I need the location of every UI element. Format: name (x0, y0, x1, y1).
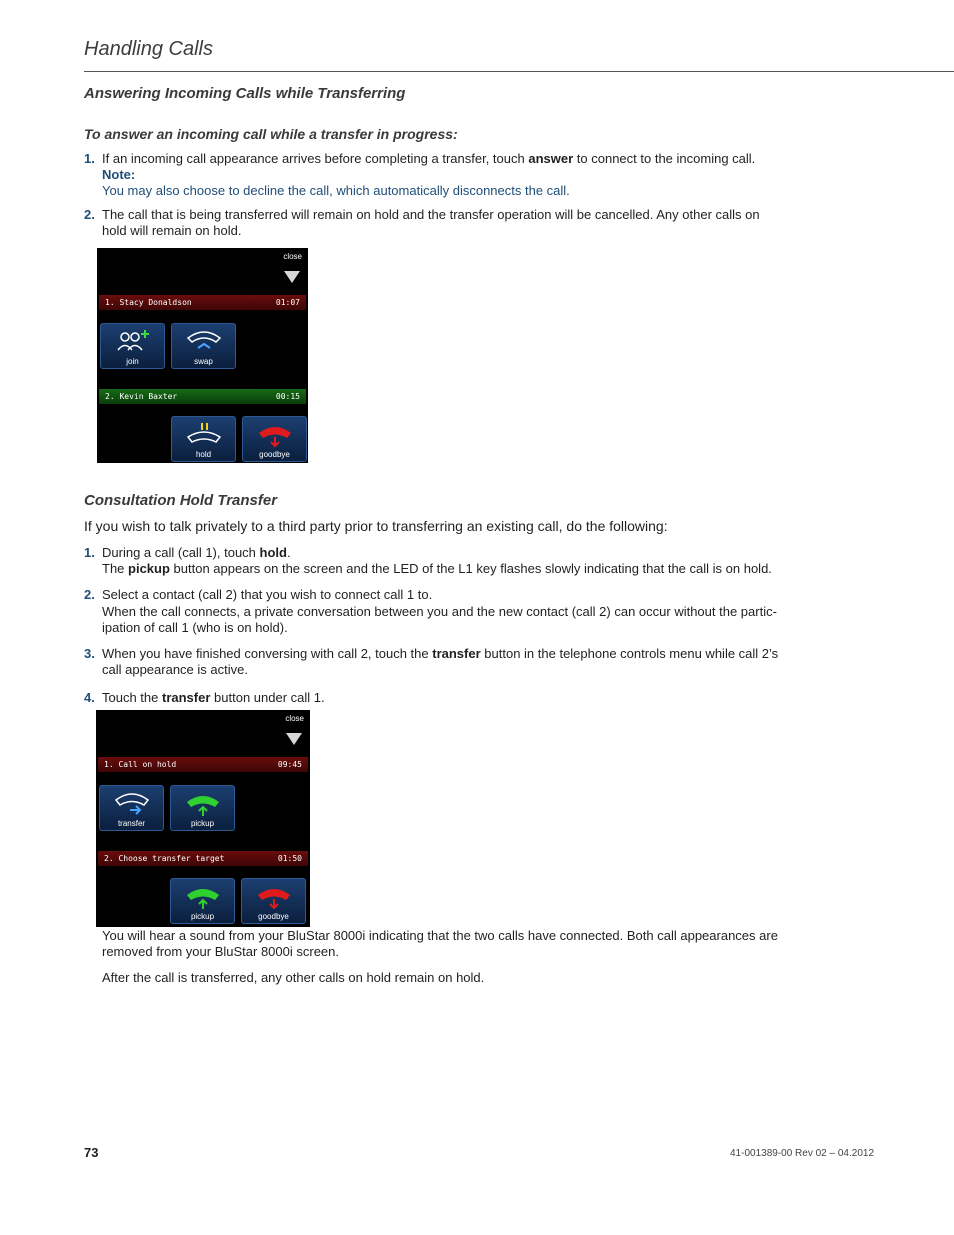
step-text: button appears on the screen and the LED of the L1 key flashes slowly indicating that the call is on hold. (169, 561, 772, 576)
note-text: You may also choose to decline the call, which automatically disconnects the call. (102, 183, 570, 198)
call-name: 2. Choose transfer target (104, 854, 225, 863)
page-number: 73 (84, 1145, 99, 1160)
document-id: 41-001389-00 Rev 02 – 04.2012 (730, 1148, 875, 1159)
step-number: 1. (84, 545, 95, 560)
call-bar-1[interactable] (99, 295, 306, 310)
section-title-answering: Answering Incoming Calls while Transferring (84, 85, 406, 102)
phone-screen-1 (97, 248, 308, 463)
hang-up-icon (254, 883, 294, 911)
pickup-icon (183, 790, 223, 818)
conference-icon (113, 328, 153, 356)
step-item (84, 587, 784, 636)
step-keyword: transfer (162, 690, 211, 705)
step-keyword: pickup (128, 561, 170, 576)
step-text: . (286, 545, 291, 560)
hang-up-icon (255, 421, 295, 449)
step-keyword: answer (528, 151, 574, 166)
step-number: 2. (84, 587, 95, 602)
goodbye-button[interactable] (242, 416, 307, 462)
hold-icon (184, 421, 224, 449)
step-text: During a call (call 1), touch (102, 545, 260, 560)
step-number: 2. (84, 207, 95, 222)
pickup-icon (183, 883, 223, 911)
call-timer: 01:50 (277, 854, 302, 863)
step-item (84, 151, 784, 199)
step-text: When the call connects, a private conversation between you and the new contact (call 2) can occur without the partic-ipation of call 1 (who is on hold). (102, 604, 777, 635)
transfer-button[interactable] (99, 785, 164, 831)
call-name: 1. Stacy Donaldson (105, 298, 192, 307)
transfer-icon (112, 790, 152, 818)
call-bar-1[interactable] (98, 757, 308, 772)
result-paragraph: After the call is transferred, any other calls on hold remain on hold. (102, 970, 485, 985)
step-text: Touch the (102, 690, 162, 705)
section-title-consultation: Consultation Hold Transfer (84, 492, 278, 509)
result-paragraph: You will hear a sound from your BluStar 8000i indicating that the two calls have connected. Both call appearances are removed from your BluStar 8000i screen. (102, 928, 778, 959)
button-label: transfer (117, 819, 146, 828)
step-item (84, 646, 784, 678)
step-item (84, 545, 784, 577)
step-text: When you have finished conversing with call 2, touch the (102, 646, 433, 661)
header-rule (84, 71, 954, 72)
call-timer: 09:45 (277, 760, 302, 769)
button-label: hold (195, 450, 212, 459)
swap-button[interactable] (171, 323, 236, 369)
join-button[interactable] (100, 323, 165, 369)
page-header-title: Handling Calls (84, 38, 213, 60)
call-name: 2. Kevin Baxter (105, 392, 178, 401)
call-bar-2[interactable] (99, 389, 306, 404)
step-number: 3. (84, 646, 95, 661)
step-item (84, 690, 784, 706)
procedure-title: To answer an incoming call while a transfer in progress: (84, 126, 458, 142)
close-button[interactable]: close (285, 714, 304, 723)
step-text: button under call 1. (210, 690, 325, 705)
pickup-button[interactable] (170, 785, 235, 831)
step-keyword: transfer (432, 646, 481, 661)
collapse-arrow-icon[interactable] (284, 271, 300, 283)
call-timer: 00:15 (275, 392, 300, 401)
step-keyword: hold (259, 545, 287, 560)
swap-calls-icon (184, 328, 224, 356)
step-text: button in the telephone controls menu while call 2’s call appearance is active. (102, 646, 779, 677)
button-label: swap (194, 357, 213, 366)
step-item (84, 207, 784, 239)
step-text: Select a contact (call 2) that you wish to connect call 1 to. (102, 587, 433, 602)
call-timer: 01:07 (275, 298, 300, 307)
goodbye-button[interactable] (241, 878, 306, 924)
step-text: The (102, 561, 129, 576)
button-label: pickup (190, 912, 215, 921)
step-number: 1. (84, 151, 95, 166)
collapse-arrow-icon[interactable] (286, 733, 302, 745)
step-text: The call that is being transferred will remain on hold and the transfer operation will be cancelled. Any other calls on hold will remain on hold. (102, 207, 760, 238)
pickup-button[interactable] (170, 878, 235, 924)
hold-button[interactable] (171, 416, 236, 462)
button-label: pickup (190, 819, 215, 828)
section-intro: If you wish to talk privately to a third party prior to transferring an existing call, do the following: (84, 518, 668, 534)
phone-screen-2 (96, 710, 310, 927)
step-text: to connect to the incoming call. (573, 151, 756, 166)
call-name: 1. Call on hold (104, 760, 177, 769)
note-label: Note: (102, 167, 136, 182)
button-label: goodbye (259, 450, 290, 459)
close-button[interactable]: close (283, 252, 302, 261)
step-text: If an incoming call appearance arrives before completing a transfer, touch (102, 151, 529, 166)
call-bar-2[interactable] (98, 851, 308, 866)
step-number: 4. (84, 690, 95, 705)
button-label: goodbye (258, 912, 289, 921)
button-label: join (126, 357, 139, 366)
